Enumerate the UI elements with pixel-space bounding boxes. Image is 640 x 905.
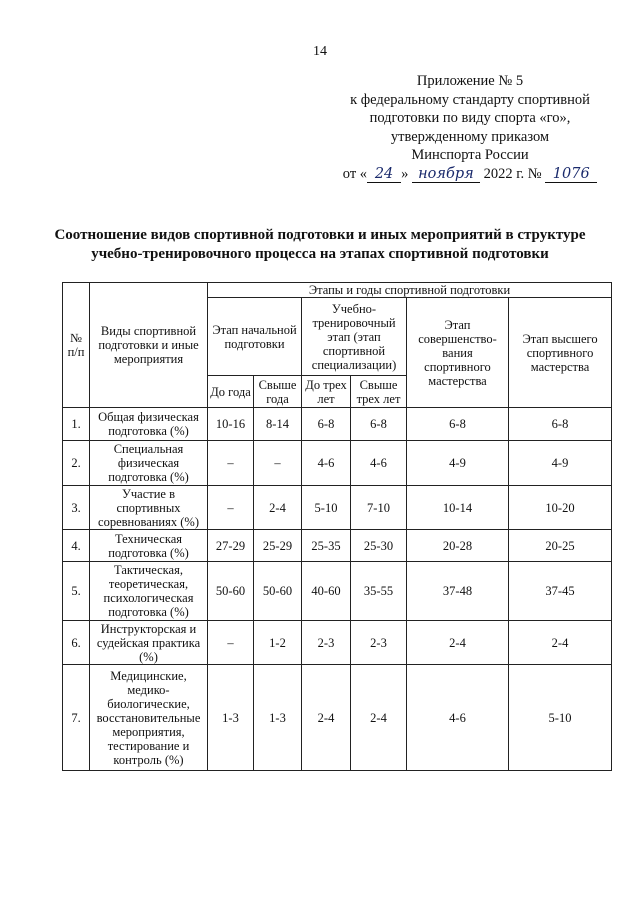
cell-value: 10-14 [407,486,509,530]
row-num: 5. [63,562,90,621]
appendix-line: Минспорта России [411,147,529,163]
cell-value: 2-4 [302,665,351,771]
cell-value: 2-3 [351,621,407,665]
cell-value: 5-10 [509,665,612,771]
cell-value: 2-4 [254,486,302,530]
row-num: 1. [63,408,90,441]
title-line: учебно-тренировочного процесса на этапах спортивной подготовки [91,246,549,262]
cell-value: – [208,441,254,486]
header-stages: Этапы и годы спортивной подготовки [208,283,612,298]
appendix-title: Приложение № 5 [416,73,524,89]
cell-value: 25-35 [302,530,351,562]
cell-value: 7-10 [351,486,407,530]
row-num: 3. [63,486,90,530]
appendix-line: подготовки по виду спорта «го», [369,110,571,126]
subheader-over-3-years: Свыше трех лет [351,376,407,408]
cell-value: 1-3 [208,665,254,771]
row-activity: Инструкторская и судейская практика (%) [90,621,208,665]
cell-value: 20-28 [407,530,509,562]
cell-value: 37-45 [509,562,612,621]
cell-value: 4-9 [407,441,509,486]
cell-value: 20-25 [509,530,612,562]
row-activity: Медицинские, медико-биологические, восстановительные мероприятия, тестирование и контроль (%) [90,665,208,771]
row-activity: Тактическая, теоретическая, психологическая подготовка (%) [90,562,208,621]
cell-value: 6-8 [407,408,509,441]
subheader-over-1-year: Свыше года [254,376,302,408]
row-activity: Участие в спортивных соревнованиях (%) [90,486,208,530]
cell-value: 2-3 [302,621,351,665]
cell-value: 6-8 [351,408,407,441]
cell-value: – [208,486,254,530]
cell-value: 37-48 [407,562,509,621]
training-ratio-table [62,282,612,771]
document-title [40,226,600,264]
row-activity: Общая физическая подготовка (%) [90,408,208,441]
row-num: 6. [63,621,90,665]
row-activity: Техническая подготовка (%) [90,530,208,562]
order-day-handwritten: 24 [367,167,401,183]
row-num: 4. [63,530,90,562]
cell-value: 25-29 [254,530,302,562]
cell-value: 4-6 [302,441,351,486]
cell-value: 4-9 [509,441,612,486]
cell-value: 6-8 [302,408,351,441]
cell-value: 2-4 [407,621,509,665]
cell-value: – [254,441,302,486]
order-prefix: от « [342,165,368,182]
order-year: 2022 г. № [483,165,542,182]
cell-value: 1-2 [254,621,302,665]
appendix-block [300,72,640,183]
appendix-line: утвержденному приказом [390,128,550,145]
cell-value: 2-4 [351,665,407,771]
cell-value: 4-6 [351,441,407,486]
cell-value: 1-3 [254,665,302,771]
order-quote: » [401,165,409,182]
order-number-handwritten: 1076 [545,167,597,183]
cell-value: – [208,621,254,665]
header-stage-initial: Этап начальной подготовки [208,298,302,376]
order-month-handwritten: ноября [412,167,480,183]
cell-value: 50-60 [254,562,302,621]
cell-value: 27-29 [208,530,254,562]
header-stage-higher: Этап высшего спортивного мастерства [509,298,612,408]
page-number: 14 [313,44,327,59]
subheader-up-to-1-year: До года [208,376,254,408]
cell-value: 5-10 [302,486,351,530]
row-num: 7. [63,665,90,771]
cell-value: 35-55 [351,562,407,621]
subheader-up-to-3-years: До трех лет [302,376,351,408]
cell-value: 50-60 [208,562,254,621]
cell-value: 40-60 [302,562,351,621]
row-num: 2. [63,441,90,486]
order-line [300,165,640,184]
appendix-line: к федеральному стандарту спортивной [350,91,590,108]
header-activity-type: Виды спортивной подготовки и иные мероприятия [90,283,208,408]
cell-value: 6-8 [509,408,612,441]
title-line: Соотношение видов спортивной подготовки и иных мероприятий в структуре [54,227,586,243]
header-stage-improvement: Этап совершенство-вания спортивного мастерства [407,298,509,408]
cell-value: 2-4 [509,621,612,665]
header-num: № п/п [63,283,90,408]
header-stage-training: Учебно-тренировочный этап (этап спортивной специализации) [302,298,407,376]
cell-value: 25-30 [351,530,407,562]
cell-value: 8-14 [254,408,302,441]
cell-value: 4-6 [407,665,509,771]
cell-value: 10-20 [509,486,612,530]
row-activity: Специальная физическая подготовка (%) [90,441,208,486]
cell-value: 10-16 [208,408,254,441]
